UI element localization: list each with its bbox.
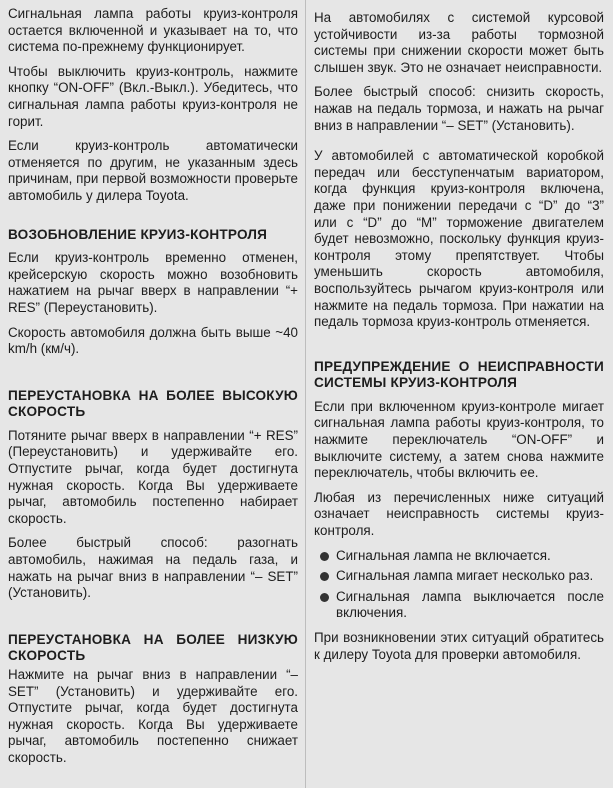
list-item-text: Сигнальная лампа выключается после включения. bbox=[336, 588, 604, 621]
left-column bbox=[8, 6, 298, 775]
paragraph-auto-cancel: Если круиз-контроль автоматически отменяется по другим, не указанным здесь причинам, при первой возможности проверьте автомобиль у дилера Toyota. bbox=[8, 138, 298, 203]
column-divider bbox=[305, 0, 306, 788]
paragraph-higher-speed-fast: Более быстрый способ: разогнать автомобиль, нажимая на педаль газа, и нажать на рычаг вниз в направлении “– SET” (Установить). bbox=[8, 535, 298, 601]
heading-higher-speed: ПЕРЕУСТАНОВКА НА БОЛЕЕ ВЫСОКУЮ СКОРОСТЬ bbox=[8, 387, 298, 420]
paragraph-lamp-on: Сигнальная лампа работы круиз-контроля остается включенной и указывает на то, что система по-прежнему функционирует. bbox=[8, 6, 298, 55]
paragraph-resume-speed: Скорость автомобиля должна быть выше ~40 km/h (км/ч). bbox=[8, 324, 298, 357]
list-item-text: Сигнальная лампа не включается. bbox=[336, 547, 551, 563]
bullet-icon bbox=[320, 593, 329, 602]
paragraph-warning-list-intro: Любая из перечисленных ниже ситуаций означает неисправность системы круиз-контроля. bbox=[314, 489, 604, 539]
paragraph-brake-fast: Более быстрый способ: снизить скорость, нажав на педаль тормоза, и нажать на рычаг вниз в направлении “– SET” (Установить). bbox=[314, 84, 604, 133]
paragraph-stability-noise: На автомобилях с системой курсовой устойчивости из-за работы тормозной системы при снижении скорости может быть слышен звук. Это не означает неисправности. bbox=[314, 10, 604, 75]
bullet-icon bbox=[320, 552, 329, 561]
paragraph-warning-blink: Если при включенном круиз-контроле мигает сигнальная лампа работы круиз-контроля, то нажмите переключатель “ON-OFF” и выключите систему, а затем снова нажмите переключатель, чтобы включить ее. bbox=[314, 398, 604, 481]
paragraph-contact-dealer: При возникновении этих ситуаций обратитесь к дилеру Toyota для проверки автомобиля. bbox=[314, 630, 604, 662]
list-item bbox=[314, 568, 604, 585]
list-item-text: Сигнальная лампа мигает несколько раз. bbox=[336, 568, 594, 584]
bullet-icon bbox=[320, 572, 329, 581]
paragraph-lower-speed: Нажмите на рычаг вниз в направлении “– SET” (Установить) и удерживайте его. Отпустите рычаг, когда будет достигнута нужная скорость. Когда Вы удерживаете рычаг, автомобиль постепенно снижает скорость. bbox=[8, 667, 298, 765]
paragraph-higher-speed: Потяните рычаг вверх в направлении “+ RES” (Переустановить) и удерживайте его. Отпустите рычаг, когда будет достигнута нужная скорость. Когда Вы удерживаете рычаг, автомобиль постепенно набирает скорость. bbox=[8, 427, 298, 526]
heading-resume: ВОЗОБНОВЛЕНИЕ КРУИЗ-КОНТРОЛЯ bbox=[8, 226, 268, 242]
paragraph-resume: Если круиз-контроль временно отменен, крейсерскую скорость можно возобновить нажатием на рычаг вверх в направлении “+ RES” (Переустановить). bbox=[8, 250, 298, 315]
right-column bbox=[314, 10, 604, 671]
heading-warning: ПРЕДУПРЕЖДЕНИЕ О НЕИСПРАВНОСТИ СИСТЕМЫ КРУИЗ-КОНТРОЛЯ bbox=[314, 358, 604, 391]
heading-lower-speed: ПЕРЕУСТАНОВКА НА БОЛЕЕ НИЗКУЮ СКОРОСТЬ bbox=[8, 631, 298, 664]
paragraph-turn-off: Чтобы выключить круиз-контроль, нажмите кнопку “ON-OFF” (Вкл.-Выкл.). Убедитесь, что сигнальная лампа работы круиз-контроля не горит. bbox=[8, 63, 298, 129]
malfunction-list bbox=[314, 548, 604, 622]
paragraph-auto-transmission: У автомобилей с автоматической коробкой передач или бесступенчатым вариатором, когда функция круиз-контроля включена, даже при понижении передачи с “D” до “3” или с “D” до “M” торможение двигателем будет невозможно, поскольку функция круиз-контроля этому препятствует. Чтобы уменьшить скорость автомобиля, воспользуйтесь рычагом круиз-контроля или нажмите на педаль тормоза. При нажатии на педаль тормоза круиз-контроль отменяется. bbox=[314, 148, 604, 330]
list-item bbox=[314, 548, 604, 565]
list-item bbox=[314, 589, 604, 622]
